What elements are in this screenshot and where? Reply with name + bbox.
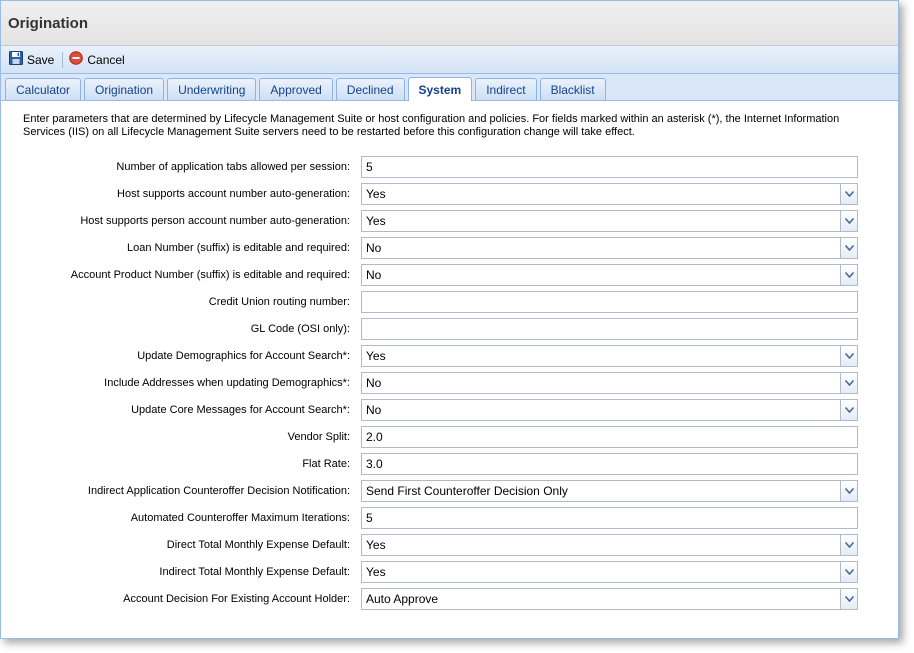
form-row	[23, 504, 876, 531]
form-row	[23, 477, 876, 504]
field-label: GL Code (OSI only):	[250, 322, 350, 335]
direct-total-monthly-expense-default-select[interactable]	[361, 534, 858, 556]
field-label: Indirect Total Monthly Expense Default:	[159, 565, 350, 578]
tab-underwriting[interactable]: Underwriting	[167, 78, 256, 100]
host-supports-person-account-number-auto-generation-select[interactable]	[361, 210, 858, 232]
tab-blacklist[interactable]: Blacklist	[540, 78, 606, 100]
cancel-button[interactable]	[69, 51, 124, 68]
number-of-application-tabs-allowed-per-session-input[interactable]	[361, 156, 858, 178]
field-value: 3.0	[366, 456, 383, 471]
chevron-down-icon[interactable]	[840, 562, 857, 582]
form-row	[23, 288, 876, 315]
field-value: 2.0	[366, 429, 383, 444]
form-row	[23, 207, 876, 234]
field-value: Yes	[366, 564, 386, 579]
field-label: Credit Union routing number:	[208, 295, 350, 308]
form-row	[23, 342, 876, 369]
form-row	[23, 531, 876, 558]
gl-code-osi-only-input[interactable]	[361, 318, 858, 340]
field-label: Number of application tabs allowed per session:	[116, 160, 350, 173]
form-row	[23, 585, 876, 612]
field-label: Vendor Split:	[287, 430, 350, 443]
toolbar	[1, 46, 898, 74]
field-value: 5	[366, 159, 373, 174]
tab-strip	[1, 74, 898, 101]
field-label: Host supports person account number auto-generation:	[80, 214, 350, 227]
field-value: Yes	[366, 537, 386, 552]
tab-indirect[interactable]: Indirect	[475, 78, 536, 100]
chevron-down-icon[interactable]	[840, 346, 857, 366]
host-supports-account-number-auto-generation-select[interactable]	[361, 183, 858, 205]
field-value: No	[366, 240, 382, 255]
field-value: Send First Counteroffer Decision Only	[366, 483, 568, 498]
chevron-down-icon[interactable]	[840, 238, 857, 258]
save-button[interactable]	[9, 51, 54, 68]
field-label: Include Addresses when updating Demographics*:	[104, 376, 350, 389]
include-addresses-when-updating-demographics-select[interactable]	[361, 372, 858, 394]
field-label: Automated Counteroffer Maximum Iterations:	[130, 511, 350, 524]
indirect-application-counteroffer-decision-notification-select[interactable]	[361, 480, 858, 502]
save-icon	[9, 51, 23, 68]
window-title-bar	[1, 1, 898, 46]
account-decision-for-existing-account-holder-select[interactable]	[361, 588, 858, 610]
field-value: Yes	[366, 186, 386, 201]
intro-text: Enter parameters that are determined by Lifecycle Management Suite or host configuration and policies. For fields marked within an asterisk (*), the Internet Information Services (IIS) on all Lifecycle Management Suite servers need to be restarted before this configuration change will take effect.	[23, 113, 840, 138]
form-row	[23, 369, 876, 396]
field-value: 5	[366, 510, 373, 525]
form-row	[23, 261, 876, 288]
field-label: Indirect Application Counteroffer Decision Notification:	[87, 484, 350, 497]
field-value: No	[366, 375, 382, 390]
form-row	[23, 450, 876, 477]
toolbar-separator	[62, 52, 63, 68]
save-button-label: Save	[27, 52, 55, 67]
chevron-down-icon[interactable]	[840, 184, 857, 204]
form-row	[23, 180, 876, 207]
tab-approved[interactable]: Approved	[259, 78, 332, 100]
form-row	[23, 234, 876, 261]
tab-declined[interactable]: Declined	[336, 78, 405, 100]
automated-counteroffer-maximum-iterations-input[interactable]	[361, 507, 858, 529]
window-title: Origination	[8, 14, 88, 32]
update-demographics-for-account-search-select[interactable]	[361, 345, 858, 367]
field-label: Account Decision For Existing Account Holder:	[123, 592, 350, 605]
tab-calculator[interactable]: Calculator	[5, 78, 81, 100]
chevron-down-icon[interactable]	[840, 481, 857, 501]
loan-number-suffix-is-editable-and-required-select[interactable]	[361, 237, 858, 259]
field-label: Flat Rate:	[302, 457, 350, 470]
indirect-total-monthly-expense-default-select[interactable]	[361, 561, 858, 583]
field-value: Yes	[366, 213, 386, 228]
flat-rate-input[interactable]	[361, 453, 858, 475]
field-value: No	[366, 267, 382, 282]
form-row	[23, 423, 876, 450]
field-label: Account Product Number (suffix) is editable and required:	[70, 268, 350, 281]
cancel-icon	[69, 51, 83, 68]
settings-form	[23, 153, 876, 612]
vendor-split-input[interactable]	[361, 426, 858, 448]
field-label: Loan Number (suffix) is editable and required:	[127, 241, 350, 254]
chevron-down-icon[interactable]	[840, 211, 857, 231]
field-value: Yes	[366, 348, 386, 363]
field-label: Direct Total Monthly Expense Default:	[166, 538, 350, 551]
credit-union-routing-number-input[interactable]	[361, 291, 858, 313]
field-value: Auto Approve	[366, 591, 439, 606]
form-row	[23, 315, 876, 342]
field-label: Update Core Messages for Account Search*:	[131, 403, 350, 416]
system-settings-panel	[1, 101, 898, 612]
form-row	[23, 153, 876, 180]
chevron-down-icon[interactable]	[840, 535, 857, 555]
field-label: Update Demographics for Account Search*:	[137, 349, 350, 362]
field-value: No	[366, 402, 382, 417]
tab-origination[interactable]: Origination	[84, 78, 164, 100]
form-row	[23, 396, 876, 423]
account-product-number-suffix-is-editable-and-required-select[interactable]	[361, 264, 858, 286]
chevron-down-icon[interactable]	[840, 400, 857, 420]
form-row	[23, 558, 876, 585]
tab-system[interactable]: System	[408, 77, 473, 101]
update-core-messages-for-account-search-select[interactable]	[361, 399, 858, 421]
chevron-down-icon[interactable]	[840, 589, 857, 609]
cancel-button-label: Cancel	[87, 52, 125, 67]
field-label: Host supports account number auto-generation:	[117, 187, 350, 200]
chevron-down-icon[interactable]	[840, 373, 857, 393]
chevron-down-icon[interactable]	[840, 265, 857, 285]
